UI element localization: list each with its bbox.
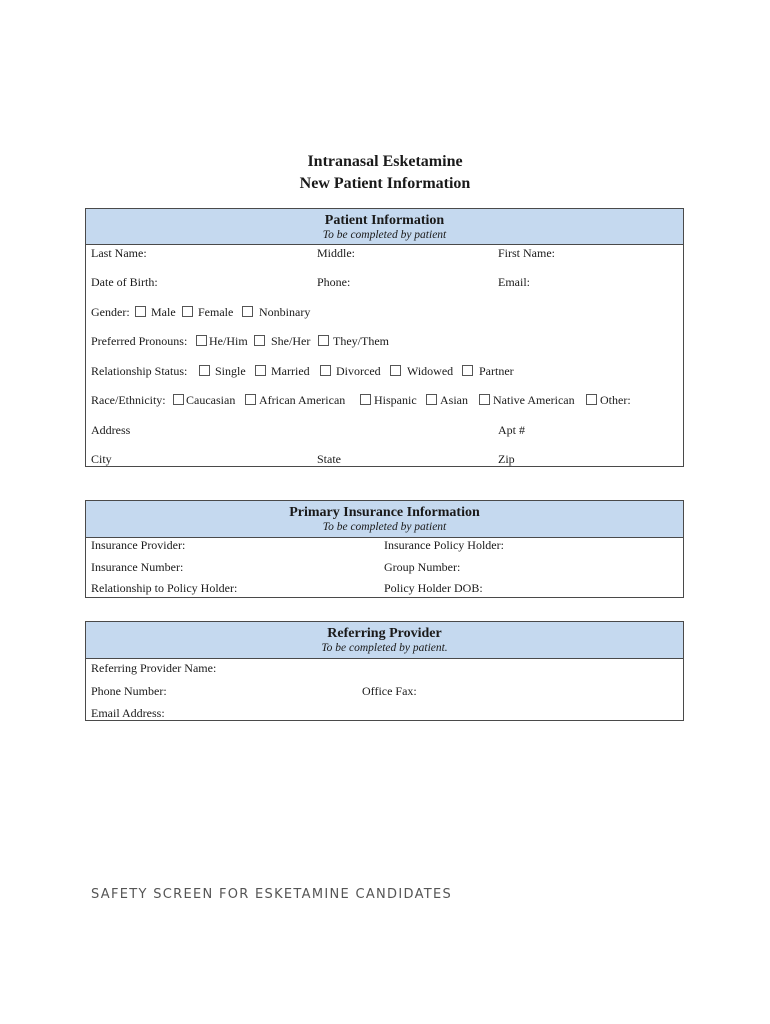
- referring-provider-name-field[interactable]: Referring Provider Name:: [91, 661, 217, 675]
- gender-option: Nonbinary: [259, 305, 311, 319]
- policy-holder-dob-field[interactable]: Policy Holder DOB:: [384, 581, 483, 595]
- relationship-divorced-checkbox[interactable]: [320, 365, 331, 376]
- form-title: Intranasal Esketamine: [307, 153, 463, 170]
- office-fax-field[interactable]: Office Fax:: [362, 684, 417, 698]
- section-instructions: To be completed by patient: [322, 229, 447, 241]
- race-native-american-checkbox[interactable]: [479, 394, 490, 405]
- race-asian-checkbox[interactable]: [426, 394, 437, 405]
- footer-caption: SAFETY SCREEN FOR ESKETAMINE CANDIDATES: [91, 887, 453, 902]
- race-ethnicity-label: Race/Ethnicity:: [91, 393, 166, 407]
- race-option: Caucasian: [186, 393, 236, 407]
- gender-male-checkbox[interactable]: [135, 306, 146, 317]
- race-option: Hispanic: [374, 393, 417, 407]
- race-other-checkbox[interactable]: [586, 394, 597, 405]
- race-hispanic-checkbox[interactable]: [360, 394, 371, 405]
- race-option: African American: [259, 393, 346, 407]
- state-field[interactable]: State: [317, 452, 341, 466]
- patient-information-header: [86, 209, 683, 245]
- referring-provider-section: [85, 621, 684, 721]
- gender-female-checkbox[interactable]: [182, 306, 193, 317]
- relationship-option: Widowed: [407, 364, 454, 378]
- referring-provider-header: [86, 622, 683, 659]
- zip-field[interactable]: Zip: [498, 452, 515, 466]
- relationship-partner-checkbox[interactable]: [462, 365, 473, 376]
- race-option: Other:: [600, 393, 631, 407]
- section-heading: Patient Information: [324, 213, 445, 228]
- form-subtitle: New Patient Information: [299, 175, 471, 192]
- pronoun-they-them-checkbox[interactable]: [318, 335, 329, 346]
- race-caucasian-checkbox[interactable]: [173, 394, 184, 405]
- section-heading: Referring Provider: [327, 626, 442, 641]
- address-field[interactable]: Address: [91, 423, 131, 437]
- pronouns-label: Preferred Pronouns:: [91, 334, 188, 348]
- first-name-field[interactable]: First Name:: [498, 246, 555, 260]
- referring-phone-field[interactable]: Phone Number:: [91, 684, 167, 698]
- insurance-provider-field[interactable]: Insurance Provider:: [91, 538, 186, 552]
- last-name-field[interactable]: Last Name:: [91, 246, 147, 260]
- relationship-single-checkbox[interactable]: [199, 365, 210, 376]
- gender-nonbinary-checkbox[interactable]: [242, 306, 253, 317]
- relationship-option: Partner: [479, 364, 514, 378]
- pronoun-option: They/Them: [333, 334, 389, 348]
- insurance-information-header: [86, 501, 683, 538]
- referring-email-field[interactable]: Email Address:: [91, 706, 165, 720]
- race-african-american-checkbox[interactable]: [245, 394, 256, 405]
- email-field[interactable]: Email:: [498, 275, 530, 289]
- gender-option: Female: [198, 305, 234, 319]
- insurance-number-field[interactable]: Insurance Number:: [91, 560, 184, 574]
- relationship-option: Divorced: [336, 364, 381, 378]
- apt-field[interactable]: Apt #: [498, 423, 525, 437]
- pronoun-option: She/Her: [271, 334, 311, 348]
- patient-information-section: [85, 208, 684, 467]
- gender-label: Gender:: [91, 305, 130, 319]
- relationship-option: Married: [271, 364, 310, 378]
- phone-field[interactable]: Phone:: [317, 275, 351, 289]
- relationship-option: Single: [215, 364, 246, 378]
- race-option: Native American: [493, 393, 575, 407]
- pronoun-he-him-checkbox[interactable]: [196, 335, 207, 346]
- group-number-field[interactable]: Group Number:: [384, 560, 461, 574]
- relationship-married-checkbox[interactable]: [255, 365, 266, 376]
- gender-option: Male: [151, 305, 176, 319]
- insurance-information-section: [85, 500, 684, 598]
- section-heading: Primary Insurance Information: [289, 505, 480, 520]
- dob-field[interactable]: Date of Birth:: [91, 275, 158, 289]
- race-option: Asian: [440, 393, 468, 407]
- pronoun-option: He/Him: [209, 334, 248, 348]
- policy-holder-field[interactable]: Insurance Policy Holder:: [384, 538, 504, 552]
- city-field[interactable]: City: [91, 452, 112, 466]
- middle-name-field[interactable]: Middle:: [317, 246, 355, 260]
- relationship-status-label: Relationship Status:: [91, 364, 188, 378]
- pronoun-she-her-checkbox[interactable]: [254, 335, 265, 346]
- relationship-widowed-checkbox[interactable]: [390, 365, 401, 376]
- section-instructions: To be completed by patient.: [321, 642, 448, 654]
- relationship-to-holder-field[interactable]: Relationship to Policy Holder:: [91, 581, 238, 595]
- section-instructions: To be completed by patient: [322, 521, 447, 533]
